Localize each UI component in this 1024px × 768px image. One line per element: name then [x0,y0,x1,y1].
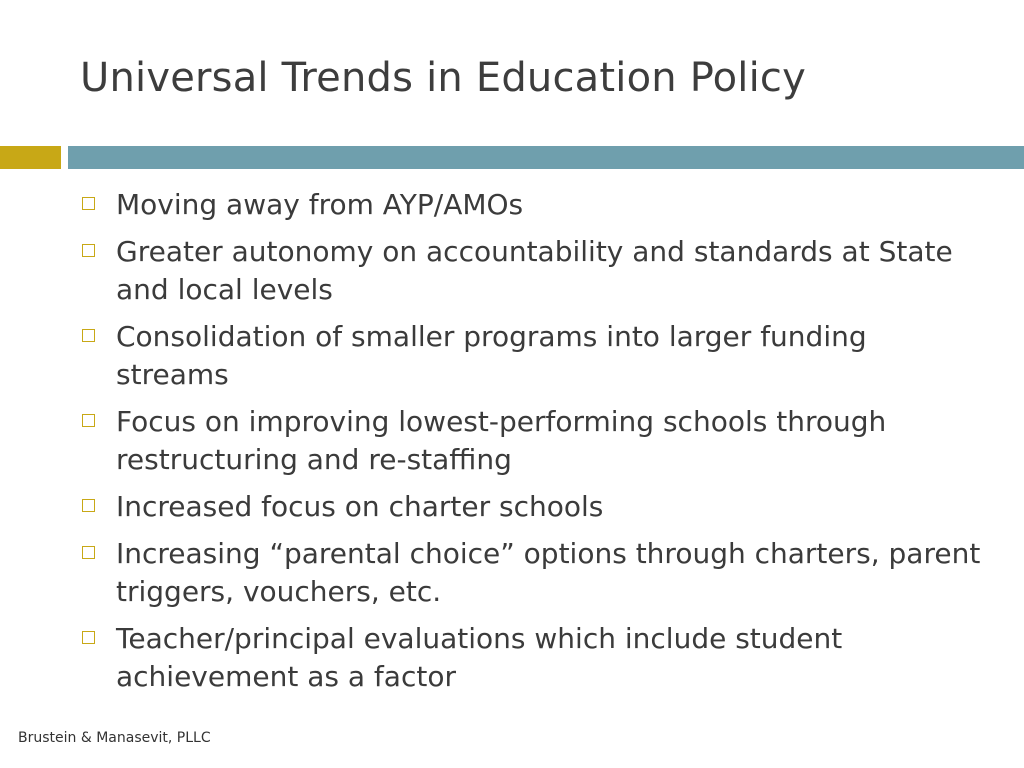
hollow-square-icon [82,329,95,342]
bullet-item [82,535,982,611]
accent-bar-gold [0,146,61,169]
hollow-square-icon [82,414,95,427]
bullet-text: Greater autonomy on accountability and standards at State and local levels [116,235,953,306]
bullet-text: Increased focus on charter schools [116,490,604,523]
hollow-square-icon [82,631,95,644]
bullet-item [82,233,982,309]
hollow-square-icon [82,197,95,210]
slide-title: Universal Trends in Education Policy [80,55,806,101]
bullet-list [82,186,982,705]
bullet-item [82,620,982,696]
bullet-item [82,403,982,479]
bullet-text: Teacher/principal evaluations which include student achievement as a factor [116,622,843,693]
bullet-text: Consolidation of smaller programs into larger funding streams [116,320,867,391]
bullet-item [82,318,982,394]
hollow-square-icon [82,546,95,559]
bullet-item [82,488,982,526]
accent-bar-blue [68,146,1024,169]
bullet-text: Focus on improving lowest-performing schools through restructuring and re-staffing [116,405,887,476]
bullet-text: Moving away from AYP/AMOs [116,188,524,221]
hollow-square-icon [82,499,95,512]
bullet-text: Increasing “parental choice” options through charters, parent triggers, vouchers, etc. [116,537,981,608]
hollow-square-icon [82,244,95,257]
bullet-item [82,186,982,224]
footer-company-name: Brustein & Manasevit, PLLC [18,730,211,746]
